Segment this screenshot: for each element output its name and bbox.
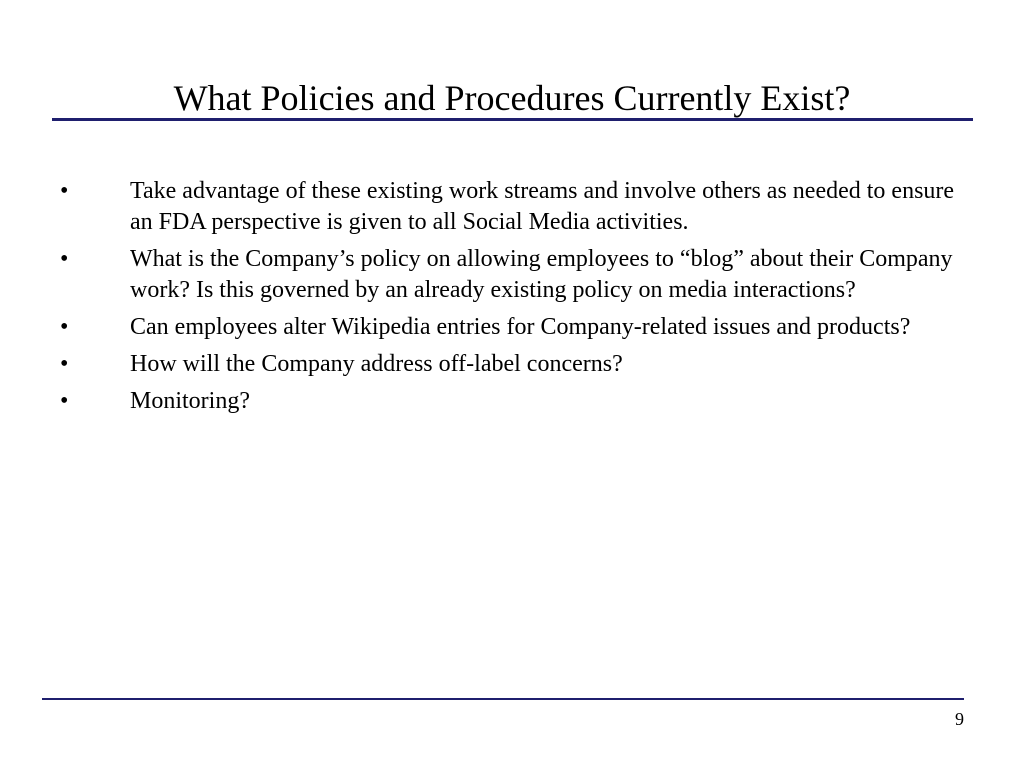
bullet-item <box>0 386 1024 417</box>
bullet-text: Can employees alter Wikipedia entries for Company-related issues and products? <box>130 314 911 340</box>
bullet-marker: • <box>60 388 69 414</box>
bullet-item <box>0 312 1024 343</box>
bullet-marker: • <box>60 246 69 272</box>
bullet-text: Take advantage of these existing work streams and involve others as needed to ensure an FDA perspective is given to all Social Media activities. <box>130 178 955 235</box>
bullet-marker: • <box>60 351 69 377</box>
bullet-text: How will the Company address off-label concerns? <box>130 351 623 377</box>
bullet-list <box>0 176 1024 423</box>
title-divider <box>52 118 973 121</box>
bullet-marker: • <box>60 314 69 340</box>
bullet-item <box>0 349 1024 380</box>
bullet-item <box>0 244 1024 306</box>
bullet-text: Monitoring? <box>130 388 250 414</box>
footer-divider <box>42 698 964 700</box>
bullet-text: What is the Company’s policy on allowing employees to “blog” about their Company work? Is this governed by an already existing policy on media interactions? <box>130 246 953 303</box>
slide-title: What Policies and Procedures Currently Exist? <box>173 78 851 118</box>
page-number: 9 <box>955 709 964 729</box>
bullet-item <box>0 176 1024 238</box>
bullet-marker: • <box>60 178 69 204</box>
